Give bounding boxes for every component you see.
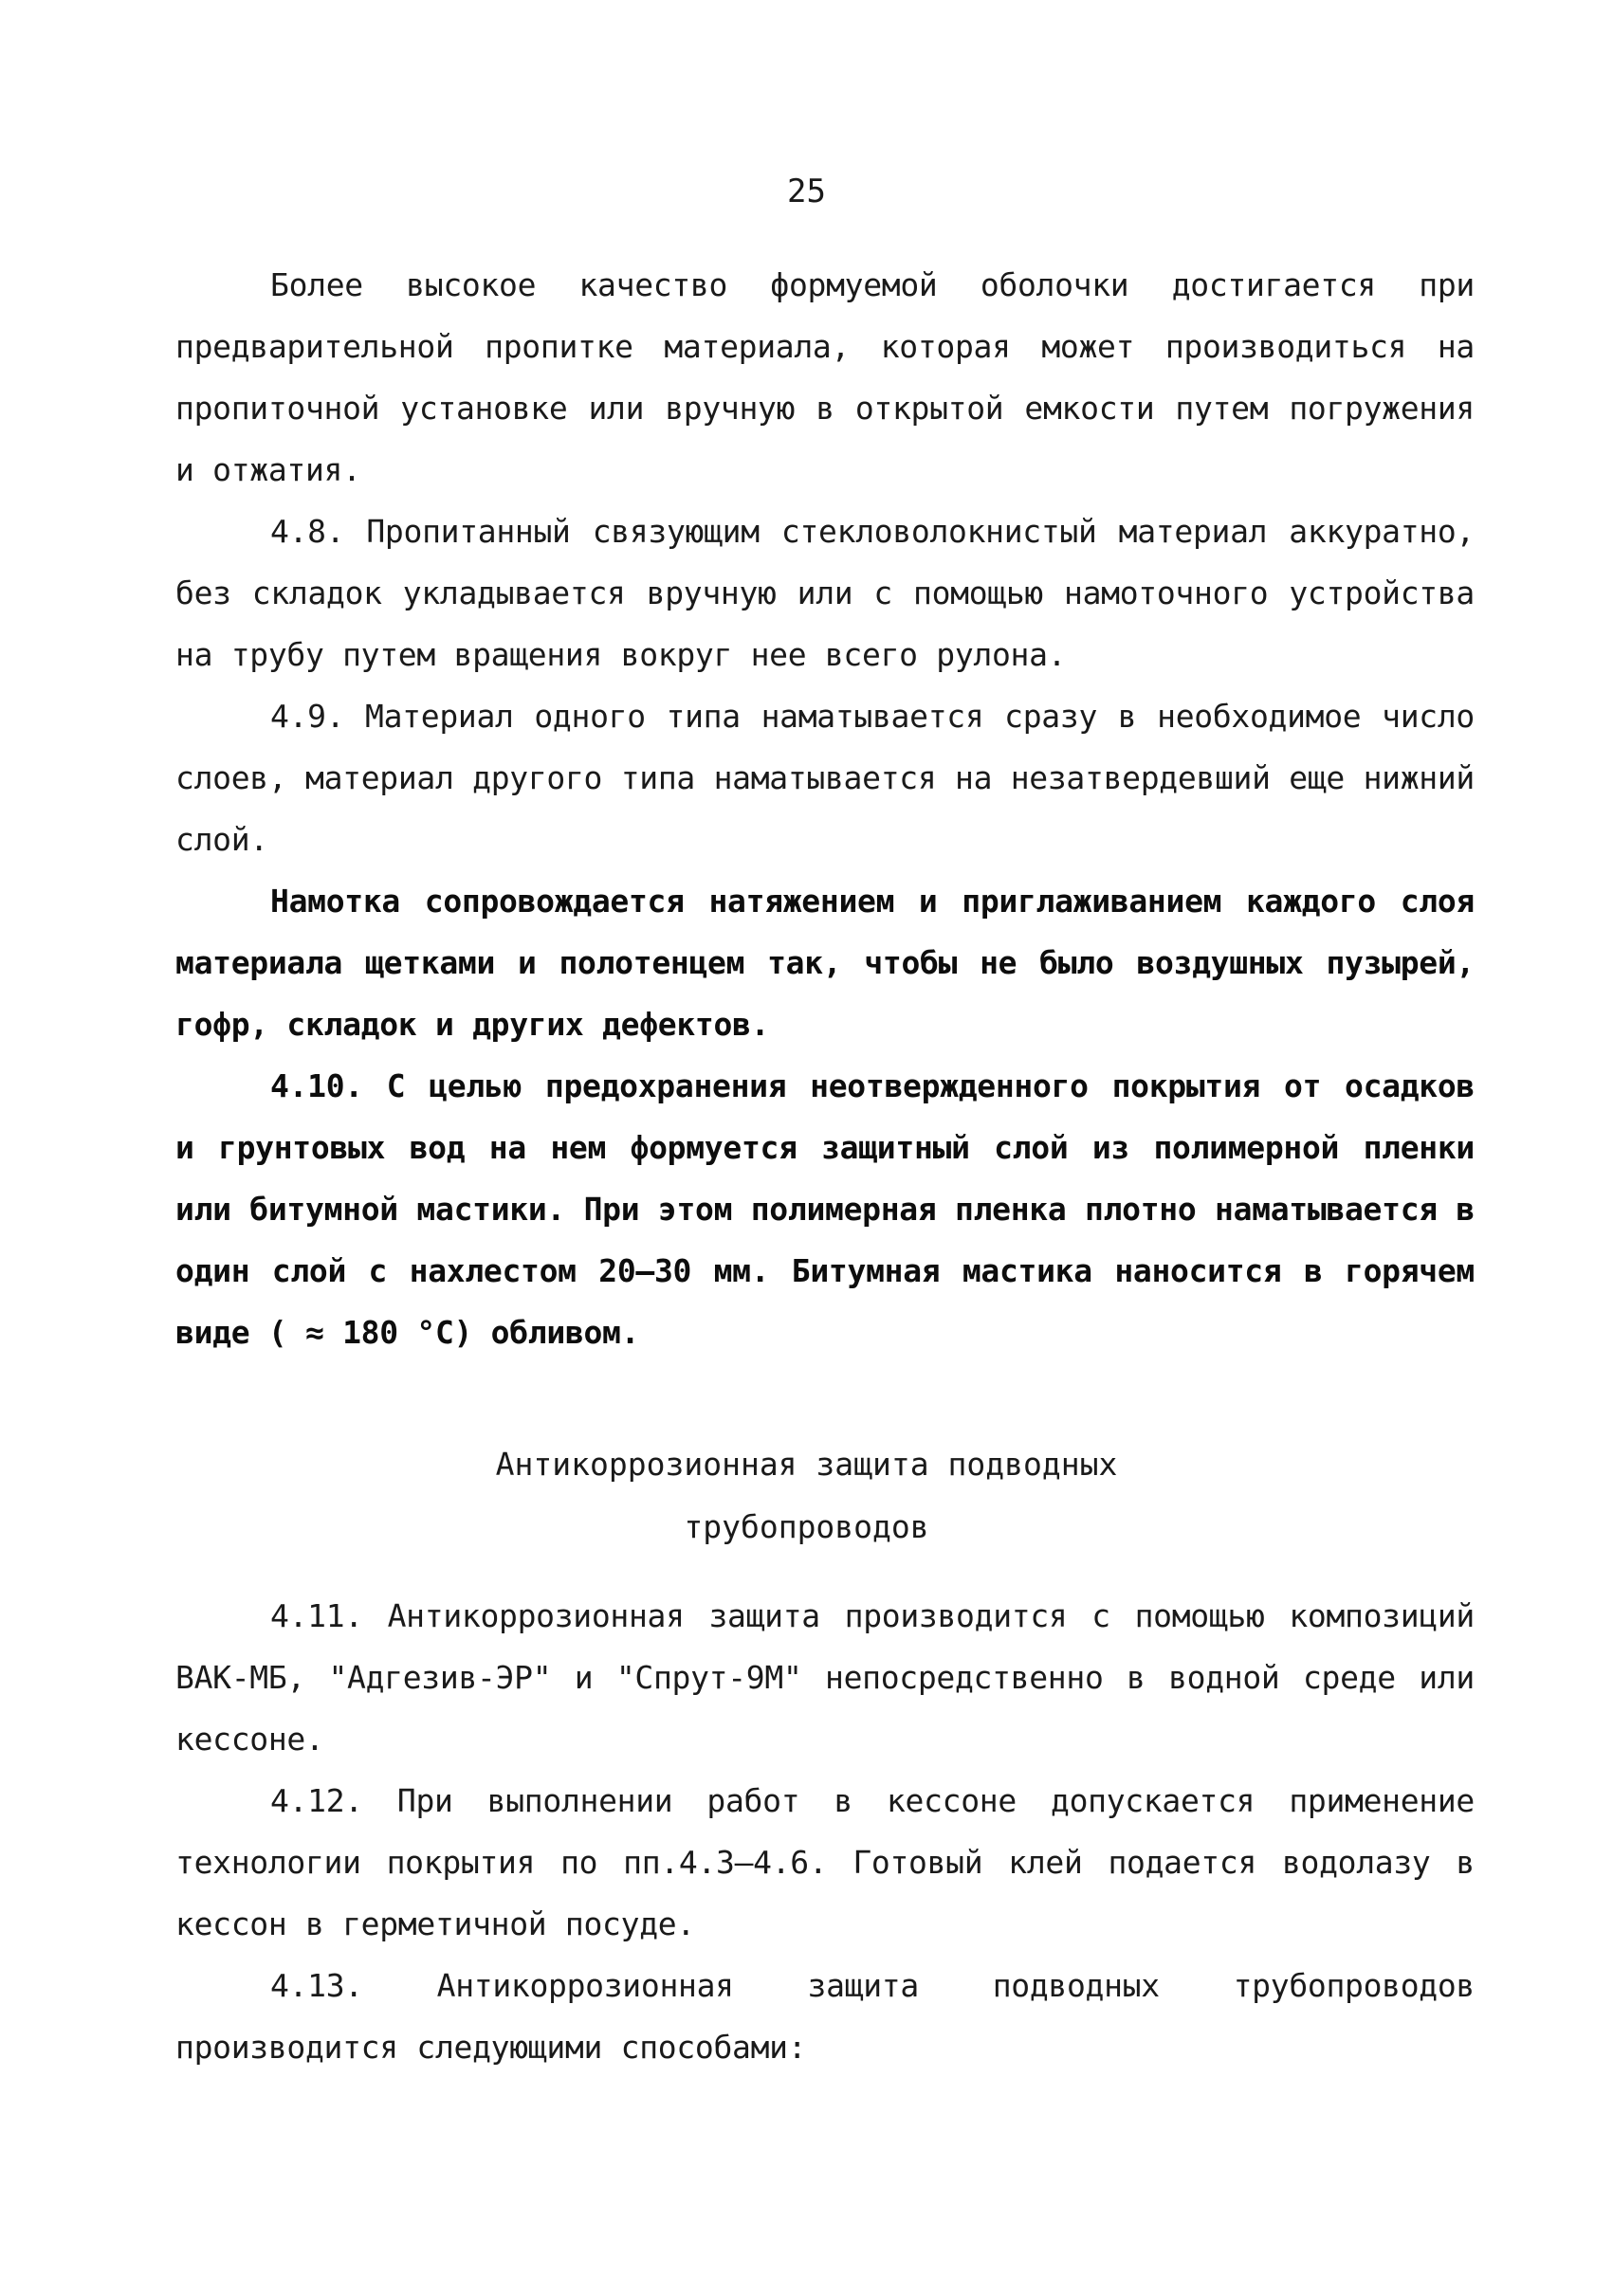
page-number: 25 xyxy=(787,173,826,210)
section-heading-line-1: Антикоррозионная защита подводных xyxy=(495,1446,1118,1483)
paragraph-4-8: 4.8. Пропитанный связующим стекловолокнистый материал аккуратно, без складок укладывается вручную или с помощью намоточного устройства на трубу путем вращения вокруг нее всего рулона. xyxy=(175,513,1475,673)
section-heading-line-2: трубопроводов xyxy=(684,1508,929,1545)
paragraph-4-13: 4.13. Антикоррозионная защита подводных трубопроводов производится следующими способами: xyxy=(175,1967,1475,2066)
paragraph-4-9: 4.9. Материал одного типа наматывается сразу в необходимое число слоев, материал другого типа наматывается на незатвердевший еще нижний слой. xyxy=(175,698,1475,858)
paragraph-4-12: 4.12. При выполнении работ в кессоне допускается применение технологии покрытия по пп.4.3–4.6. Готовый клей подается водолазу в кессон в герметичной посуде. xyxy=(175,1782,1475,1942)
paragraph-impregnation: Более высокое качество формуемой оболочки достигается при предварительной пропитке материала, которая может производиться на пропиточной установке или вручную в открытой емкости путем погружения и отжатия. xyxy=(175,266,1475,488)
paragraph-4-10: 4.10. С целью предохранения неотвержденного покрытия от осадков и грунтовых вод на нем формуется защитный слой из полимерной пленки или битумной мастики. При этом полимерная пленка плотно наматывается в один слой с нахлестом 20–30 мм. Битумная мастика наносится в горячем виде ( ≈ 180 °С) обливом. xyxy=(175,1067,1475,1351)
section-heading xyxy=(0,1433,1613,1558)
body-text-lower xyxy=(175,1585,1475,2078)
paragraph-4-11: 4.11. Антикоррозионная защита производится с помощью композиций ВАК-МБ, "Адгезив-ЭР" и "Спрут-9М" непосредственно в водной среде или кессоне. xyxy=(175,1597,1475,1758)
paragraph-winding: Намотка сопровождается натяжением и приглаживанием каждого слоя материала щетками и полотенцем так, чтобы не было воздушных пузырей, гофр, складок и других дефектов. xyxy=(175,883,1475,1043)
body-text-upper xyxy=(175,254,1475,1363)
